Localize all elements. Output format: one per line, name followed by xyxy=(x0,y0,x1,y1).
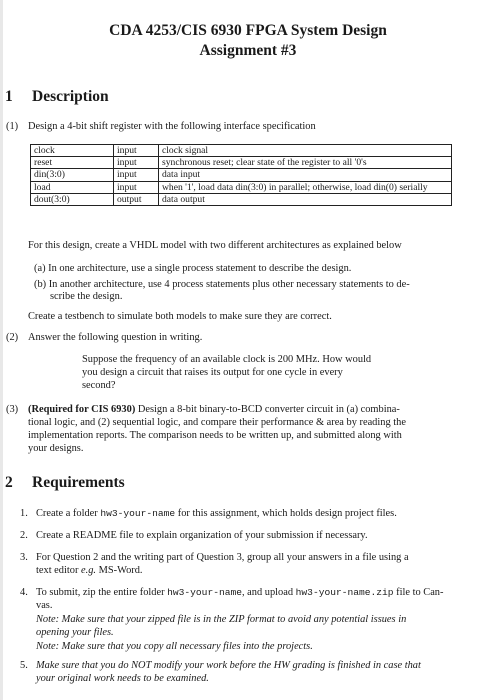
table-row xyxy=(31,169,452,181)
table-cell: output xyxy=(114,193,159,205)
q1-text: Design a 4-bit shift register with the following interface specification xyxy=(28,121,316,132)
req-2-text: Create a README file to explain organization of your submission if necessary. xyxy=(36,530,368,541)
architecture-b-line1: (b) In another architecture, use 4 process statements plus other necessary statements to de- xyxy=(34,279,410,290)
table-cell: data input xyxy=(159,169,452,181)
req-1-text xyxy=(36,508,397,521)
q3-line2: tional logic, and (2) sequential logic, and compare their performance & area by reading the xyxy=(28,417,406,428)
folder-name-code: hw3-your-name xyxy=(167,587,242,598)
left-edge-shadow xyxy=(0,0,3,700)
table-cell: clock xyxy=(31,145,114,157)
table-cell: synchronous reset; clear state of the register to all '0's xyxy=(159,157,452,169)
zip-file-code: hw3-your-name.zip xyxy=(295,587,394,598)
table-cell: input xyxy=(114,157,159,169)
q3-line3: implementation reports. The comparison needs to be written up, and submitted along with xyxy=(28,430,402,441)
req-3-part: text editor xyxy=(36,565,82,576)
req-5-line1: Make sure that you do NOT modify your work before the HW grading is finished in case that xyxy=(36,660,421,671)
req-4-note1-line1: Note: Make sure that your zipped file is in the ZIP format to avoid any potential issues in xyxy=(36,614,407,625)
q3-label: (3) xyxy=(6,404,19,415)
req-1-number: 1. xyxy=(20,508,28,519)
table-row xyxy=(31,157,452,169)
q3-line1 xyxy=(28,404,400,417)
q3-line4: your designs. xyxy=(28,443,84,454)
q3-line1-text: Design a 8-bit binary-to-BCD converter circuit in (a) combina- xyxy=(135,404,400,415)
q2-quote-line2: you design a circuit that raises its output for one cycle in every xyxy=(82,367,343,378)
table-cell: when '1', load data din(3:0) in parallel; otherwise, load din(0) serially xyxy=(159,181,452,193)
table-cell: clock signal xyxy=(159,145,452,157)
section-number: 2 xyxy=(5,474,13,491)
req-4-line1 xyxy=(36,587,443,600)
table-row xyxy=(31,145,452,157)
req-3-part: MS-Word. xyxy=(96,565,143,576)
q2-quote-line3: second? xyxy=(82,380,116,391)
table-cell: input xyxy=(114,181,159,193)
req-4-note1-line2: opening your files. xyxy=(36,627,114,638)
table-cell: reset xyxy=(31,157,114,169)
architecture-b-line2: scribe the design. xyxy=(50,291,123,302)
q1-label: (1) xyxy=(6,121,19,132)
req-3-eg: e.g. xyxy=(81,565,97,576)
table-row xyxy=(31,193,452,205)
section-1-heading xyxy=(5,88,109,106)
req-4-part: file to Can- xyxy=(393,587,444,598)
req-5-line2: your original work needs to be examined. xyxy=(36,673,209,684)
req-3-number: 3. xyxy=(20,552,28,563)
testbench-text: Create a testbench to simulate both models to make sure they are correct. xyxy=(28,311,332,322)
table-cell: data output xyxy=(159,193,452,205)
table-row xyxy=(31,181,452,193)
req-2-number: 2. xyxy=(20,530,28,541)
folder-name-code: hw3-your-name xyxy=(100,508,176,519)
req-3-line2 xyxy=(36,565,143,578)
doc-subtitle: Assignment #3 xyxy=(199,42,297,59)
req-1-part: Create a folder xyxy=(36,508,101,519)
req-1-part: for this assignment, which holds design project files. xyxy=(175,508,397,519)
req-4-part: To submit, zip the entire folder xyxy=(36,587,168,598)
section-title: Description xyxy=(32,88,109,105)
req-3-line1: For Question 2 and the writing part of Question 3, group all your answers in a file using a xyxy=(36,552,409,563)
section-number: 1 xyxy=(5,88,13,105)
table-cell: input xyxy=(114,169,159,181)
section-2-heading xyxy=(5,474,125,492)
q3-required-note: (Required for CIS 6930) xyxy=(28,404,136,415)
doc-title: CDA 4253/CIS 6930 FPGA System Design xyxy=(109,22,387,39)
req-4-number: 4. xyxy=(20,587,28,598)
design-intro: For this design, create a VHDL model with two different architectures as explained below xyxy=(28,240,402,251)
table-cell: load xyxy=(31,181,114,193)
req-4-line2: vas. xyxy=(36,600,53,611)
table-cell: input xyxy=(114,145,159,157)
req-4-note2: Note: Make sure that you copy all necessary files into the projects. xyxy=(36,641,313,652)
req-5-number: 5. xyxy=(20,660,28,671)
section-title: Requirements xyxy=(32,474,125,491)
architecture-a: (a) In one architecture, use a single process statement to describe the design. xyxy=(34,263,352,274)
interface-table xyxy=(30,144,452,206)
q2-quote-line1: Suppose the frequency of an available clock is 200 MHz. How would xyxy=(82,354,372,365)
req-4-part: , and upload xyxy=(241,587,296,598)
q2-label: (2) xyxy=(6,332,19,343)
table-cell: dout(3:0) xyxy=(31,193,114,205)
table-cell: din(3:0) xyxy=(31,169,114,181)
q2-text: Answer the following question in writing. xyxy=(28,332,203,343)
